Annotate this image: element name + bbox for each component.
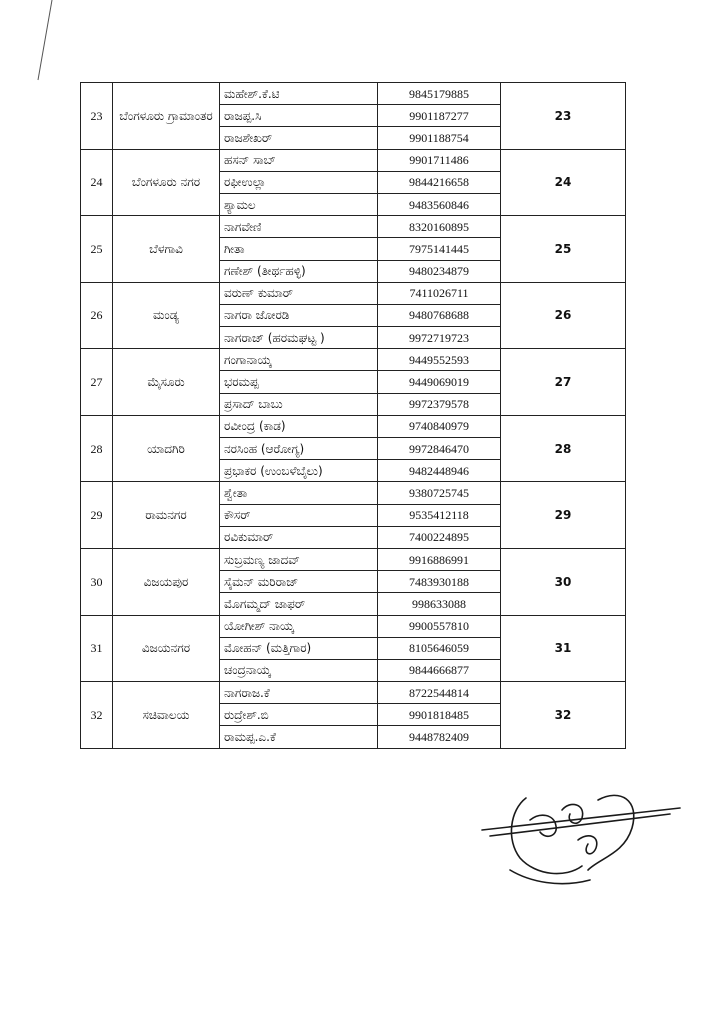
phone-number: 9483560846 [378,193,501,215]
phone-number: 7400224895 [378,526,501,548]
phone-number: 9844216658 [378,171,501,193]
phone-number: 7411026711 [378,282,501,304]
serial-number: 24 [81,149,113,216]
district-name: ರಾಮನಗರ [113,482,220,549]
member-name: ಕೌಸರ್ [220,504,378,526]
table-row [81,548,626,570]
district-code: 28 [501,415,626,482]
member-name: ರಾಮಪ್ಪ.ಎ.ಕೆ [220,726,378,748]
member-name: ಗಂಗಾನಾಯ್ಕ [220,349,378,371]
member-name: ನಾಗರಾಜ.ಕೆ [220,682,378,704]
phone-number: 9448782409 [378,726,501,748]
phone-number: 9480234879 [378,260,501,282]
member-name: ನಾಗರಾ ಜೋರಡಿ [220,304,378,326]
phone-number: 8320160895 [378,216,501,238]
district-code: 26 [501,282,626,349]
phone-number: 9972379578 [378,393,501,415]
phone-number: 9972846470 [378,438,501,460]
table-row [81,349,626,371]
member-name: ರಾಜಶೇಖರ್ [220,127,378,149]
phone-number: 9845179885 [378,83,501,105]
member-name: ನಾಗವೇಣಿ [220,216,378,238]
district-code: 30 [501,548,626,615]
table-row [81,682,626,704]
member-name: ಶ್ವೇತಾ [220,482,378,504]
member-name: ರಫೀಉಲ್ಲಾ [220,171,378,193]
member-name: ನಾಗರಾಜ್ (ಹರಮಘಟ್ಟ ) [220,327,378,349]
member-name: ಮೋಹನ್ (ಮತ್ತಿಗಾರ) [220,637,378,659]
district-code: 25 [501,216,626,283]
table-row [81,615,626,637]
phone-number: 998633088 [378,593,501,615]
member-name: ಸೈಮನ್ ಮರಿರಾಜ್ [220,571,378,593]
member-name: ಪ್ರಭಾಕರ (ಉಂಬಳೆಬೈಲು) [220,460,378,482]
phone-number: 9740840979 [378,415,501,437]
district-name: ಬೆಂಗಳೂರು ನಗರ [113,149,220,216]
member-name: ಮೊಗಮ್ಮದ್ ಜಾಫರ್ [220,593,378,615]
serial-number: 26 [81,282,113,349]
district-name: ಮಂಡ್ಯ [113,282,220,349]
phone-number: 9449552593 [378,349,501,371]
district-name: ಬೆಂಗಳೂರು ಗ್ರಾಮಾಂತರ [113,83,220,150]
district-name: ವಿಜಯಪುರ [113,548,220,615]
district-code: 29 [501,482,626,549]
member-name: ರುದ್ರೇಶ್.ಬಿ [220,704,378,726]
phone-number: 9449069019 [378,371,501,393]
serial-number: 28 [81,415,113,482]
district-code: 31 [501,615,626,682]
member-name: ಗೀತಾ [220,238,378,260]
scan-edge-line [0,0,60,90]
district-code: 23 [501,83,626,150]
district-name: ಸಚಿವಾಲಯ [113,682,220,749]
member-name: ಚಂದ್ರನಾಯ್ಕ [220,659,378,681]
member-name: ವರುಣ್ ಕುಮಾರ್ [220,282,378,304]
phone-number: 8722544814 [378,682,501,704]
table-row [81,282,626,304]
phone-number: 9480768688 [378,304,501,326]
phone-number: 9482448946 [378,460,501,482]
serial-number: 27 [81,349,113,416]
district-name: ವಿಜಯನಗರ [113,615,220,682]
phone-number: 9901818485 [378,704,501,726]
serial-number: 23 [81,83,113,150]
member-name: ರವಿಕುಮಾರ್ [220,526,378,548]
member-name: ಗಣೇಶ್ (ತೀರ್ಥಹಳ್ಳಿ) [220,260,378,282]
district-name: ಮೈಸೂರು [113,349,220,416]
member-name: ಮಹೇಶ್.ಕೆ.ಟಿ [220,83,378,105]
serial-number: 30 [81,548,113,615]
table-row [81,216,626,238]
phone-number: 9972719723 [378,327,501,349]
staff-roster-table [80,82,626,749]
table-row [81,482,626,504]
member-name: ರಾಜಪ್ಪ.ಸಿ [220,105,378,127]
phone-number: 7483930188 [378,571,501,593]
roster-body [81,83,626,749]
serial-number: 29 [81,482,113,549]
district-code: 32 [501,682,626,749]
member-name: ಭರಮಪ್ಪ [220,371,378,393]
phone-number: 9535412118 [378,504,501,526]
table-row [81,83,626,105]
phone-number: 9916886991 [378,548,501,570]
member-name: ಪ್ರಸಾದ್ ಬಾಬು [220,393,378,415]
phone-number: 9900557810 [378,615,501,637]
phone-number: 9901188754 [378,127,501,149]
phone-number: 7975141445 [378,238,501,260]
phone-number: 9844666877 [378,659,501,681]
phone-number: 9901711486 [378,149,501,171]
member-name: ನರಸಿಂಹ (ಆರೋಗ್ಯ) [220,438,378,460]
member-name: ಹಸನ್ ಸಾಬ್ [220,149,378,171]
district-name: ಯಾದಗಿರಿ [113,415,220,482]
member-name: ಶ್ಯಾಮಲ [220,193,378,215]
serial-number: 31 [81,615,113,682]
serial-number: 25 [81,216,113,283]
phone-number: 9380725745 [378,482,501,504]
member-name: ಯೋಗೀಶ್ ನಾಯ್ಕ [220,615,378,637]
table-row [81,415,626,437]
table-row [81,149,626,171]
member-name: ಸುಬ್ರಮಣ್ಯ ಜಾದವ್ [220,548,378,570]
member-name: ರವೀಂದ್ರ (ಕಾಡ) [220,415,378,437]
district-code: 24 [501,149,626,216]
district-code: 27 [501,349,626,416]
district-name: ಬೆಳಗಾವಿ [113,216,220,283]
serial-number: 32 [81,682,113,749]
phone-number: 8105646059 [378,637,501,659]
signature [470,770,700,900]
phone-number: 9901187277 [378,105,501,127]
